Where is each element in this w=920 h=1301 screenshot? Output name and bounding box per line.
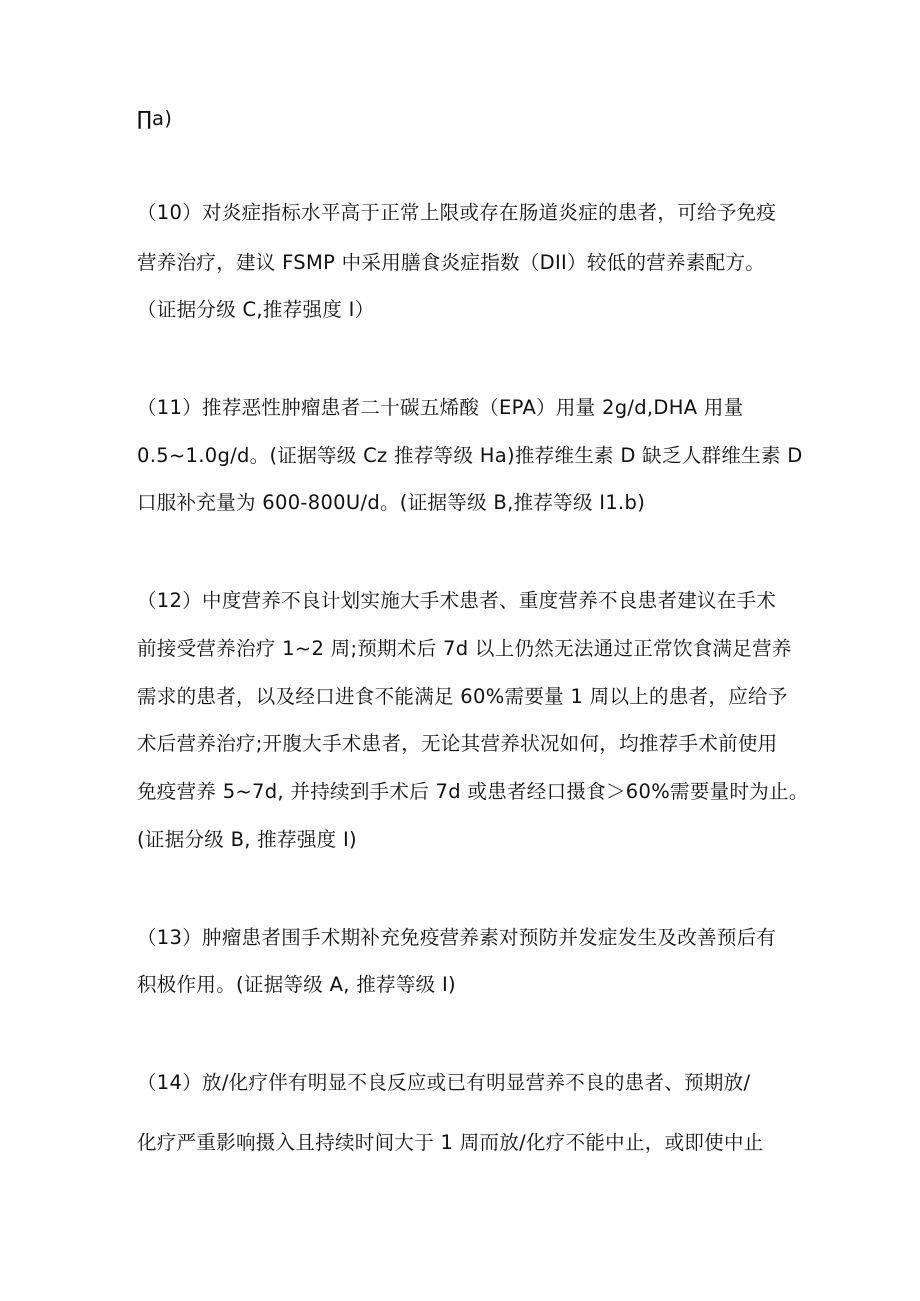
paragraph-10-line-3: （证据分级 C,推荐强度 I） xyxy=(137,298,375,321)
paragraph-10-line-1: （10）对炎症指标水平高于正常上限或存在肠道炎症的患者，可给予免疫 xyxy=(137,201,777,224)
paragraph-14-line-2: 化疗严重影响摄入且持续时间大于 1 周而放/化疗不能中止，或即使中止 xyxy=(137,1131,764,1154)
fragment-text: ∏a) xyxy=(137,107,173,130)
paragraph-12-line-4: 术后营养治疗;开腹大手术患者，无论其营养状况如何，均推荐手术前使用 xyxy=(137,732,778,755)
paragraph-12-line-3: 需求的患者，以及经口进食不能满足 60%需要量 1 周以上的患者，应给予 xyxy=(137,685,788,708)
paragraph-10-line-2: 营养治疗，建议 FSMP 中采用膳食炎症指数（DII）较低的营养素配方。 xyxy=(137,251,766,274)
paragraph-12-line-6: (证据分级 B, 推荐强度 I) xyxy=(137,828,357,851)
paragraph-11-line-2: 0.5~1.0g/d。(证据等级 Cz 推荐等级 Ha)推荐维生素 D 缺乏人群维生素 D xyxy=(137,444,803,467)
paragraph-12-line-1: （12）中度营养不良计划实施大手术患者、重度营养不良患者建议在手术 xyxy=(137,589,777,612)
paragraph-11-line-1: （11）推荐恶性肿瘤患者二十碳五烯酸（EPA）用量 2g/d,DHA 用量 xyxy=(137,396,744,419)
paragraph-12-line-5: 免疫营养 5~7d, 并持续到手术后 7d 或患者经口摄食＞60%需要量时为止。 xyxy=(137,780,809,803)
paragraph-13-line-2: 积极作用。(证据等级 A, 推荐等级 I) xyxy=(137,973,456,996)
paragraph-12-line-2: 前接受营养治疗 1~2 周;预期术后 7d 以上仍然无法通过正常饮食满足营养 xyxy=(137,637,792,660)
paragraph-13-line-1: （13）肿瘤患者围手术期补充免疫营养素对预防并发症发生及改善预后有 xyxy=(137,926,777,949)
paragraph-14-line-1: （14）放/化疗伴有明显不良反应或已有明显营养不良的患者、预期放/ xyxy=(137,1071,751,1094)
paragraph-11-line-3: 口服补充量为 600-800U/d。(证据等级 B,推荐等级 I1.b) xyxy=(137,491,646,514)
